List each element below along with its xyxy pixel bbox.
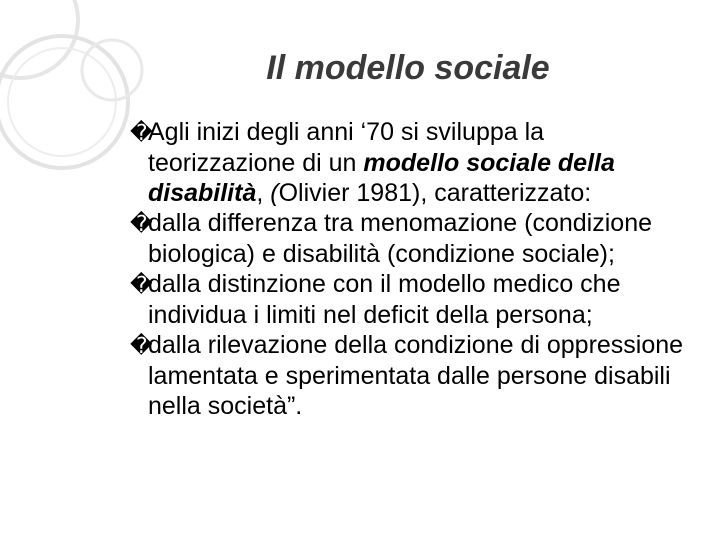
text-paren: ( [270,179,279,207]
list-item [130,330,690,421]
list-item [130,208,690,269]
bullet-icon: � [130,272,153,297]
list-item-text: dalla differenza tra menomazione (condizione biologica) e disabilità (condizione sociale); [148,209,653,268]
list-item [130,117,690,208]
list-item-text: dalla rilevazione della condizione di oppressione lamentata e sperimentata dalle persone disabili nella società”. [148,331,684,420]
bullet-icon: � [130,211,153,236]
content-list [130,117,690,421]
text-intro: Agli inizi degli anni ‘70 si sviluppa la teorizzazione di un [148,118,545,177]
bullet-icon: � [130,120,153,145]
list-item-text: dalla distinzione con il modello medico che individua i limiti nel deficit della persona; [148,270,621,329]
text-emphasis: modello sociale della disabilità [148,149,615,207]
text-comma: , [256,179,271,207]
list-item [130,269,690,330]
page-title: Il modello sociale [266,49,550,87]
bullet-icon: � [130,333,153,358]
text-citation: Olivier 1981), caratterizzato: [278,179,592,207]
